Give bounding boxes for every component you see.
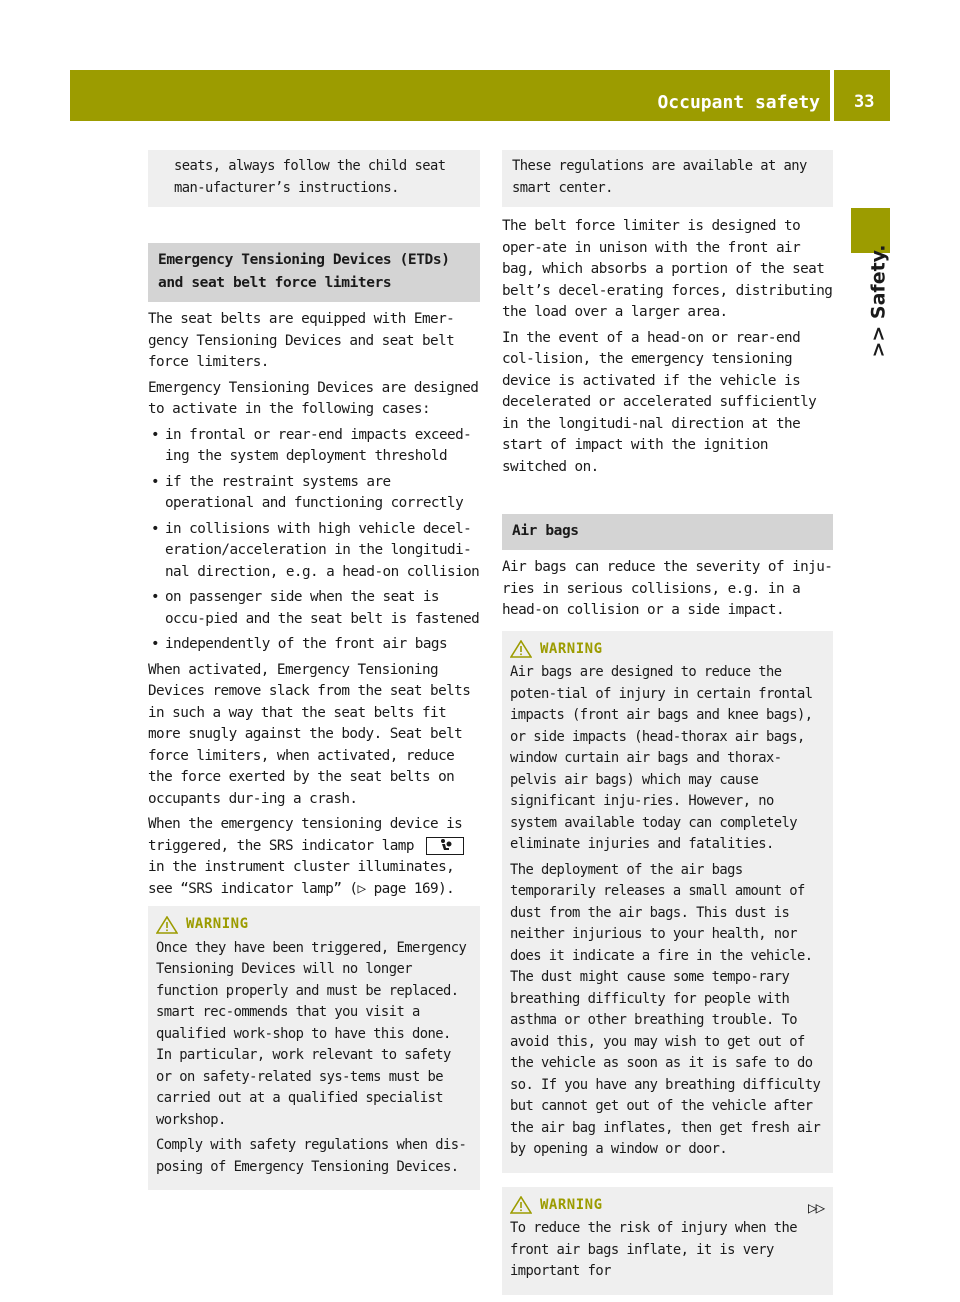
right-para2: In the event of a head-on or rear-end col-lision, the emergency tensioning device is activated if the vehicle is decelerated or accelerated sufficiently in the longitudi-nal direction at the start of impact with the ignition switched on.	[502, 329, 817, 475]
right-body	[502, 216, 833, 478]
warning-title-text: WARNING	[540, 1196, 603, 1213]
warning-box-etd	[148, 906, 480, 1190]
warning-text: To reduce the risk of injury when the front air bags inflate, it is very important for	[510, 1220, 797, 1279]
list-item: • if the restraint systems are operational and functioning correctly	[148, 472, 480, 515]
warning-text: Comply with safety regulations when dis-posing of Emergency Tensioning Devices.	[156, 1137, 467, 1175]
right-para1: The belt force limiter is designed to oper-ate in unison with the front air bag, which absorbs a portion of the seat belt’s decel-erating forces, distributing the load over a larger area.	[502, 218, 833, 320]
warning-title	[156, 914, 472, 936]
left-para1: The seat belts are equipped with Emer-gency Tensioning Devices and seat belt force limiters.	[148, 311, 455, 370]
right-top-note	[502, 150, 833, 207]
warning-text: Once they have been triggered, Emergency Tensioning Devices will no longer function properly and must be replaced. smart rec-ommends that you visit a qualified work-shop to have this done. In particular, work relevant to safety or on safety-related sys-tems must be carried out at a qualified specialist workshop.	[156, 939, 467, 1128]
page-number: 33	[854, 92, 875, 112]
header-bar	[70, 70, 830, 121]
list-item: • in collisions with high vehicle decel-eration/acceleration in the longitudi-nal direction, e.g. a head-on collision	[148, 519, 480, 584]
left-top-note-text: seats, always follow the child seat man-ufacturer’s instructions.	[174, 158, 446, 196]
left-para4-start: When the emergency tensioning device is triggered, the SRS indicator lamp	[148, 816, 463, 854]
activation-cases-list	[148, 425, 480, 656]
right-top-note-text: These regulations are available at any smart center.	[512, 158, 807, 196]
right-body-2	[502, 557, 833, 622]
warning-triangle-icon	[510, 1196, 532, 1214]
page-number-box	[834, 70, 890, 121]
list-item: • in frontal or rear-end impacts exceed-ing the system deployment threshold	[148, 425, 480, 468]
right-para3: Air bags can reduce the severity of inju-ries in serious collisions, e.g. in a head-on collision or a side impact.	[502, 559, 833, 618]
left-top-note	[148, 150, 480, 207]
warning-title	[510, 639, 825, 661]
warning-text: Air bags are designed to reduce the poten-tial of injury in certain frontal impacts (front air bags and knee bags), or side impacts (head-thorax air bags, window curtain air bags and thorax-pelvis air bags) which may cause significant inju-ries. However, no system available today can completely eliminate injuries and fatalities.	[510, 664, 813, 852]
continue-arrows-icon: ▷▷	[808, 1198, 824, 1217]
left-para4-end: in the instrument cluster illuminates, see “SRS indicator lamp” (▷ page 169).	[148, 859, 455, 897]
list-item: • on passenger side when the seat is occu-pied and the seat belt is fastened	[148, 587, 480, 630]
srs-indicator-icon	[426, 837, 464, 855]
left-para4	[148, 814, 480, 900]
left-body	[148, 309, 480, 900]
left-para2: Emergency Tensioning Devices are designed to activate in the following cases:	[148, 379, 479, 417]
left-para3: When activated, Emergency Tensioning Devices remove slack from the seat belts in such a way that the seat belts fit more snugly against the body. Seat belt force limiters, when activated, reduce the force exerted by the seat belts on occupants dur-ing a crash.	[148, 661, 471, 807]
left-column	[148, 150, 480, 1190]
list-item: • independently of the front air bags	[148, 634, 480, 656]
section-heading-airbags: Air bags	[502, 514, 833, 550]
section-heading-etd: Emergency Tensioning Devices (ETDs) and seat belt force limiters	[148, 243, 480, 302]
warning-title-text: WARNING	[186, 916, 249, 932]
warning-triangle-icon	[156, 916, 178, 934]
warning-title-text: WARNING	[540, 640, 603, 657]
warning-triangle-icon	[510, 640, 532, 658]
warning-box-front-airbags	[502, 1187, 833, 1295]
warning-text: The deployment of the air bags temporarily releases a small amount of dust from the air bags. This dust is neither injurious to your health, nor does it indicate a fire in the vehicle. The dust might cause some tempo-rary breathing difficulty for people with asthma or other breathing trouble. To avoid this, you may wish to get out of the vehicle as soon as it is safe to do so. If you have any breathing difficulty but cannot get out of the vehicle after the air bag inflates, then get fresh air by opening a window or door.	[510, 861, 821, 1157]
warning-title	[510, 1195, 825, 1217]
side-tab	[850, 244, 890, 358]
side-tab-label: >> Safety.	[867, 244, 890, 358]
warning-box-airbags	[502, 631, 833, 1173]
right-column	[502, 150, 833, 1295]
page-title: Occupant safety	[657, 92, 820, 113]
